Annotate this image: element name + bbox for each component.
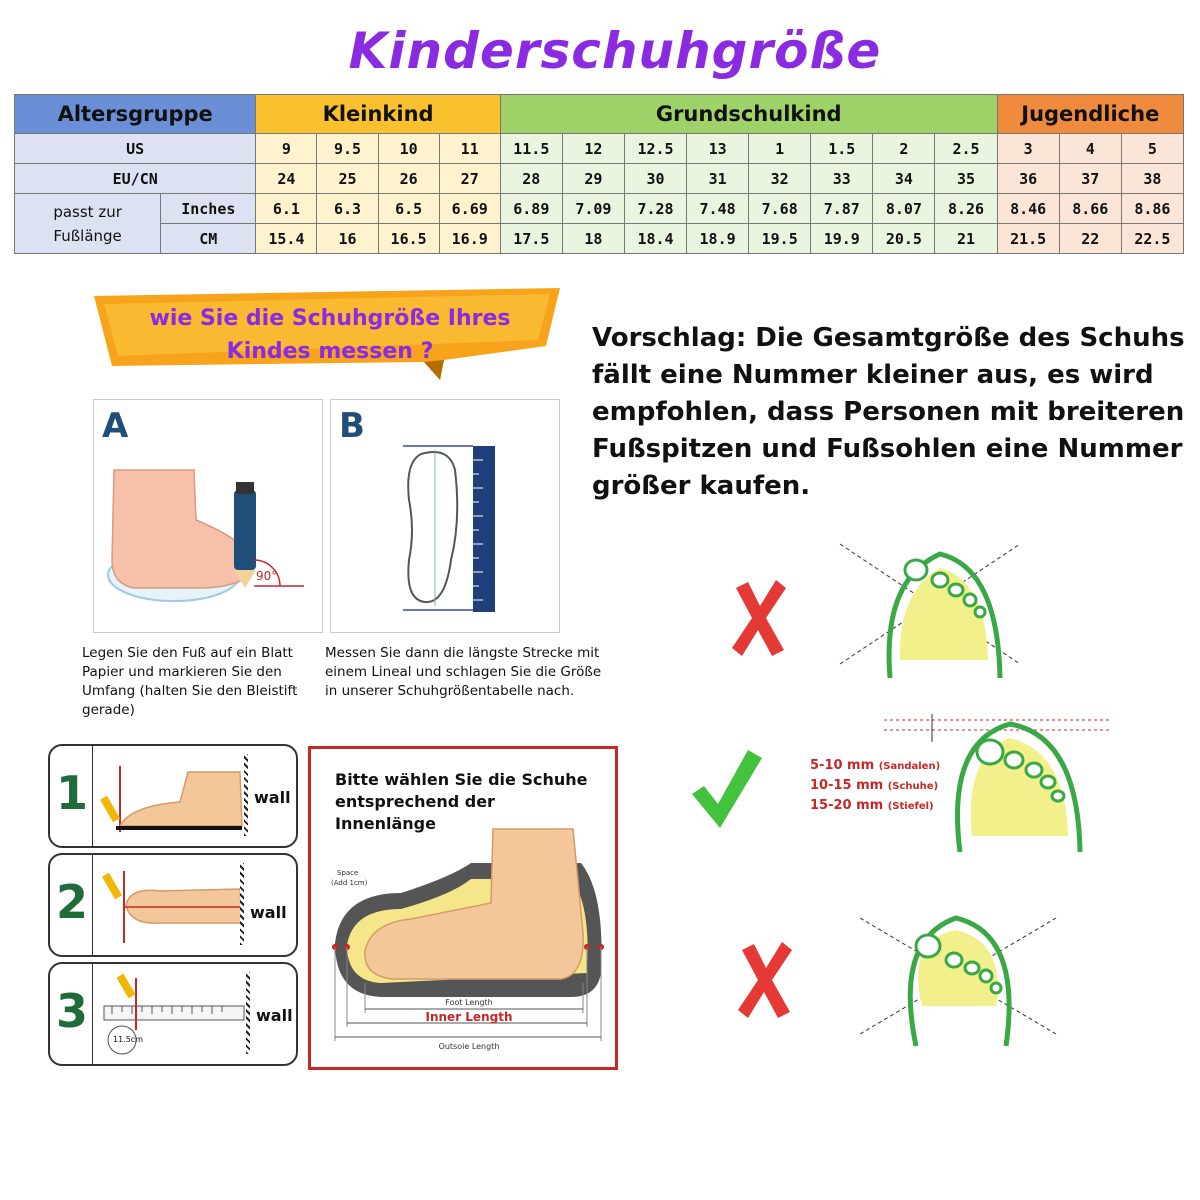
foot-length-label: Foot Length (445, 998, 493, 1007)
us-cell: 9.5 (317, 134, 378, 164)
wide-toes-illustration (856, 910, 1066, 1050)
foot-outline-ruler (391, 440, 501, 620)
inches-cell: 6.1 (256, 194, 317, 224)
step-3-illustration (100, 970, 250, 1060)
space-add-label: (Add 1cm) (331, 879, 368, 887)
eu-cell: 34 (873, 164, 935, 194)
step-2-wall-label: wall (250, 903, 287, 922)
step-1-wall-label: wall (254, 788, 291, 807)
panel-a-letter: A (102, 406, 129, 446)
step-2-illustration (100, 865, 250, 945)
step-2-card (48, 853, 298, 957)
cm-cell: 16 (317, 224, 378, 254)
inches-cell: 6.89 (500, 194, 562, 224)
panel-b-letter: B (339, 406, 365, 446)
cm-cell: 18.9 (687, 224, 749, 254)
eu-cell: 26 (378, 164, 439, 194)
inches-cell: 7.87 (811, 194, 873, 224)
wrong-fit-1-icon (730, 578, 790, 658)
inches-cell: 8.86 (1121, 194, 1183, 224)
size-table (14, 94, 1184, 254)
shoe-cross-section-illustration (321, 823, 605, 1053)
space-label: Space (337, 869, 359, 877)
inches-cell: 8.07 (873, 194, 935, 224)
table-row-eu (15, 164, 1184, 194)
table-row-cm (15, 224, 1184, 254)
inches-cell: 8.66 (1059, 194, 1121, 224)
cm-cell: 22.5 (1121, 224, 1183, 254)
eu-cell: 35 (935, 164, 997, 194)
allowance-sandalen: 5-10 mm (Sandalen) (810, 758, 941, 773)
us-cell: 10 (378, 134, 439, 164)
eu-cell: 25 (317, 164, 378, 194)
eu-cell: 32 (749, 164, 811, 194)
us-cell: 13 (687, 134, 749, 164)
age-group-header: Altersgruppe (15, 95, 256, 134)
allowance-stiefel: 15-20 mm (Stiefel) (810, 798, 934, 813)
cm-cell: 18 (562, 224, 624, 254)
cm-cell: 18.4 (624, 224, 686, 254)
cm-cell: 21.5 (997, 224, 1059, 254)
group-kleinkind: Kleinkind (256, 95, 500, 134)
inches-cell: 7.48 (687, 194, 749, 224)
us-label: US (15, 134, 256, 164)
inches-cell: 6.69 (439, 194, 500, 224)
pencil-icon (100, 796, 120, 823)
banner-text (120, 302, 540, 368)
us-cell: 12 (562, 134, 624, 164)
allowance-schuhe: 10-15 mm (Schuhe) (810, 778, 939, 793)
group-grundschulkind: Grundschulkind (500, 95, 997, 134)
foot-label-line1: passt zur (53, 202, 122, 221)
foot-tracing-illustration (104, 460, 314, 620)
eu-cell: 28 (500, 164, 562, 194)
eu-cell: 27 (439, 164, 500, 194)
inches-cell: 7.09 (562, 194, 624, 224)
good-fit-illustration (880, 712, 1120, 852)
us-cell: 11.5 (500, 134, 562, 164)
us-cell: 2.5 (935, 134, 997, 164)
us-cell: 9 (256, 134, 317, 164)
wrong-fit-2-icon (736, 940, 796, 1020)
us-cell: 12.5 (624, 134, 686, 164)
group-jugendliche: Jugendliche (997, 95, 1183, 134)
eu-cell: 24 (256, 164, 317, 194)
inches-cell: 6.5 (378, 194, 439, 224)
banner-line2: Kindes messen ? (226, 339, 434, 364)
us-cell: 3 (997, 134, 1059, 164)
right-fit-check-icon (690, 748, 764, 830)
table-row-us (15, 134, 1184, 164)
inner-length-box (308, 746, 618, 1070)
us-cell: 1.5 (811, 134, 873, 164)
us-cell: 1 (749, 134, 811, 164)
inner-length-heading: Bitte wählen Sie die Schuhe entsprechend der Innenlänge (335, 770, 588, 833)
suggestion-text: Vorschlag: Die Gesamtgröße des Schuhs fällt eine Nummer kleiner aus, es wird empfohlen, dass Personen mit breiteren Fußspitzen und Fußsohlen eine Nummer größer kaufen. (592, 323, 1185, 501)
inches-cell: 8.26 (935, 194, 997, 224)
inches-cell: 7.28 (624, 194, 686, 224)
eu-cell: 30 (624, 164, 686, 194)
cm-cell: 16.9 (439, 224, 500, 254)
panel-b (330, 399, 560, 633)
eu-cell: 36 (997, 164, 1059, 194)
panel-b-caption: Messen Sie dann die längste Strecke mit einem Lineal und schlagen Sie die Größe in unserer Schuhgrößentabelle nach. (325, 645, 602, 699)
step-3-measure: 11.5cm (112, 1035, 143, 1044)
step-1-number: 1 (56, 766, 89, 820)
step-1-card (48, 744, 298, 848)
step-2-number: 2 (56, 875, 89, 929)
us-cell: 5 (1121, 134, 1183, 164)
eu-cell: 29 (562, 164, 624, 194)
cm-cell: 17.5 (500, 224, 562, 254)
us-cell: 11 (439, 134, 500, 164)
us-cell: 4 (1059, 134, 1121, 164)
ruler-icon (104, 1006, 244, 1020)
eu-cell: 33 (811, 164, 873, 194)
cm-cell: 16.5 (378, 224, 439, 254)
pencil-icon (117, 974, 136, 999)
inches-label: Inches (161, 194, 256, 224)
foot-label-line2: Fußlänge (53, 226, 122, 245)
table-header-row (15, 95, 1184, 134)
pencil-icon (102, 873, 122, 900)
inches-cell: 8.46 (997, 194, 1059, 224)
cm-label: CM (161, 224, 256, 254)
step-3-number: 3 (56, 984, 89, 1038)
cm-cell: 19.5 (749, 224, 811, 254)
banner-line1: wie Sie die Schuhgröße Ihres (149, 306, 511, 331)
inches-cell: 7.68 (749, 194, 811, 224)
tight-toes-illustration (830, 540, 1030, 680)
outsole-length-label: Outsole Length (438, 1042, 500, 1051)
eu-cell: 38 (1121, 164, 1183, 194)
pencil-icon (234, 482, 256, 588)
eu-cell: 37 (1059, 164, 1121, 194)
step-1-illustration (100, 756, 250, 836)
inner-length-label: Inner Length (425, 1010, 513, 1024)
angle-label: 90° (256, 569, 278, 583)
step-3-wall-label: wall (256, 1006, 293, 1025)
table-row-inches (15, 194, 1184, 224)
cm-cell: 22 (1059, 224, 1121, 254)
page-title: Kinderschuhgröße (348, 22, 882, 80)
foot-length-label (15, 194, 161, 254)
ruler-icon (473, 446, 495, 612)
cm-cell: 21 (935, 224, 997, 254)
eu-label: EU/CN (15, 164, 256, 194)
cm-cell: 15.4 (256, 224, 317, 254)
panel-a (93, 399, 323, 633)
inches-cell: 6.3 (317, 194, 378, 224)
cm-cell: 19.9 (811, 224, 873, 254)
step-3-card (48, 962, 298, 1066)
eu-cell: 31 (687, 164, 749, 194)
panel-a-caption: Legen Sie den Fuß auf ein Blatt Papier und markieren Sie den Umfang (halten Sie den Bleistift gerade) (82, 645, 298, 718)
us-cell: 2 (873, 134, 935, 164)
cm-cell: 20.5 (873, 224, 935, 254)
